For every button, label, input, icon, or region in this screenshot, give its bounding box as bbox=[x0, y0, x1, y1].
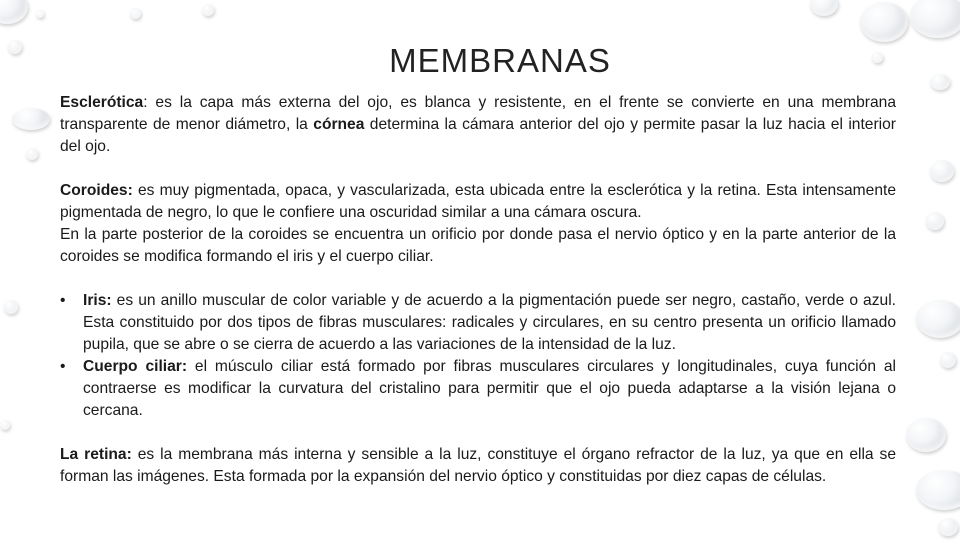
coroides-term: Coroides: bbox=[60, 182, 133, 199]
water-droplet-decoration bbox=[202, 4, 214, 16]
water-droplet-decoration bbox=[0, 420, 10, 430]
water-droplet-decoration bbox=[12, 108, 50, 130]
water-droplet-decoration bbox=[926, 212, 944, 230]
water-droplet-decoration bbox=[910, 0, 960, 38]
cornea-term: córnea bbox=[313, 116, 365, 133]
list-item-iris bbox=[60, 290, 896, 356]
cuerpo-ciliar-term: Cuerpo ciliar: bbox=[83, 358, 188, 375]
iris-term: Iris: bbox=[83, 292, 117, 309]
water-droplet-decoration bbox=[940, 352, 956, 368]
slide-title bbox=[0, 42, 960, 80]
title-text: MEMBRANAS bbox=[389, 42, 611, 79]
water-droplet-decoration bbox=[938, 518, 958, 536]
slide-body bbox=[60, 92, 896, 488]
water-droplet-decoration bbox=[130, 8, 141, 19]
bullet-marker: • bbox=[60, 358, 66, 375]
retina-term: La retina: bbox=[60, 446, 132, 463]
list-item-cuerpo-ciliar bbox=[60, 356, 896, 422]
esclerotica-term: Esclerótica bbox=[60, 94, 144, 111]
water-droplet-decoration bbox=[906, 418, 946, 452]
coroides-paragraph-2: En la parte posterior de la coroides se encuentra un orificio por donde pasa el nervio óptico y en la parte anterior de la coroides se modifica formando el iris y el cuerpo ciliar. bbox=[60, 226, 896, 265]
coroides-text: es muy pigmentada, opaca, y vascularizada, esta ubicada entre la esclerótica y la retina. Esta intensamente pigmentada de negro, lo que le confiere una oscuridad similar a una cámara oscura. bbox=[60, 182, 896, 221]
water-droplet-decoration bbox=[916, 300, 960, 338]
retina-text: es la membrana más interna y sensible a la luz, constituye el órgano refractor de la luz, ya que en ella se forman las imágenes. Esta formada por la expansión del nervio óptico y constituidas por diez capas de células. bbox=[60, 446, 897, 485]
iris-text: es un anillo muscular de color variable y de acuerdo a la pigmentación puede ser negro, castaño, verde o azul. Esta constituido por dos tipos de fibras musculares: radicales y circulares, en su centro presenta un orificio llamado pupila, que se abre o se cierra de acuerdo a las variaciones de la intensidad de la luz. bbox=[83, 292, 896, 353]
coroides-paragraph bbox=[60, 180, 896, 224]
esclerotica-paragraph bbox=[60, 92, 896, 158]
water-droplet-decoration bbox=[916, 470, 960, 510]
water-droplet-decoration bbox=[930, 160, 954, 182]
water-droplet-decoration bbox=[36, 10, 44, 18]
retina-paragraph bbox=[60, 444, 896, 488]
esclerotica-text-b: determina la cámara anterior del ojo y permite pasar la luz hacia el interior del ojo. bbox=[60, 116, 896, 155]
bullet-list bbox=[60, 290, 896, 422]
bullet-marker: • bbox=[60, 292, 66, 309]
water-droplet-decoration bbox=[0, 0, 28, 24]
paragraph-gap bbox=[60, 422, 896, 444]
esclerotica-text-a: : es la capa más externa del ojo, es blanca y resistente, en el frente se convierte en una membrana transparente de menor diámetro, la bbox=[60, 94, 896, 133]
paragraph-gap bbox=[60, 158, 896, 180]
water-droplet-decoration bbox=[810, 0, 838, 16]
water-droplet-decoration bbox=[860, 2, 908, 42]
water-droplet-decoration bbox=[4, 300, 18, 314]
paragraph-gap bbox=[60, 268, 896, 290]
cuerpo-ciliar-text: el músculo ciliar está formado por fibras musculares circulares y longitudinales, cuya función al contraerse es modificar la curvatura del cristalino para permitir que el ojo pueda adaptarse a la visión lejana o cercana. bbox=[83, 358, 896, 419]
water-droplet-decoration bbox=[26, 148, 38, 160]
